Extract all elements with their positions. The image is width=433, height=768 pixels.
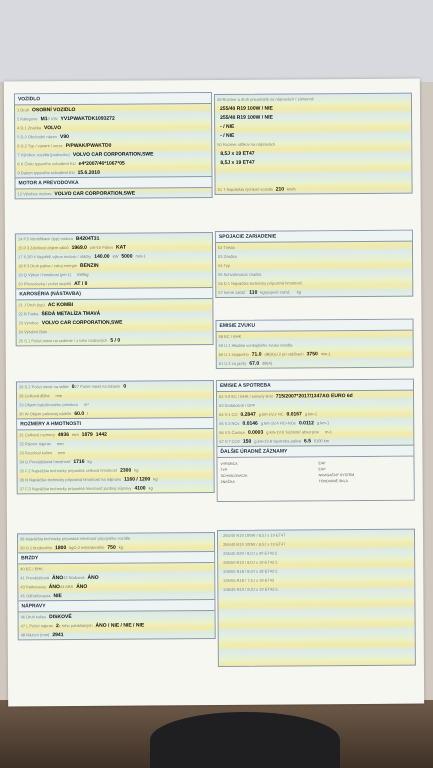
field-value: 0.0146 <box>242 420 258 427</box>
panel-emissions <box>216 379 415 502</box>
field-unit-2: m-1 <box>325 429 332 435</box>
field-label: 30 W Objem palivovej nádrže <box>19 410 72 417</box>
record-line: TÓNOVANÉ SKLÁ <box>318 479 348 484</box>
field-value-2: ÁNO <box>87 574 99 581</box>
field-unit: mm <box>71 431 79 437</box>
field-label: 4 D.1 Značka <box>17 125 41 131</box>
field-label: 50 Rozmer ráfikov na nápravách <box>217 141 276 147</box>
field-label: 24 Výrobní číslo <box>18 329 48 335</box>
field-value: P/PWAK/PWAKTD0 <box>65 142 112 150</box>
field-label: 43 Parkovacia <box>20 584 46 590</box>
section-header: EMISIE A SPOTREBA <box>217 380 413 392</box>
records-left <box>217 460 315 501</box>
field-value: OSOBNÍ VOZIDLO <box>32 106 76 114</box>
record-line: EAP <box>318 467 326 472</box>
field-label: 61 U.3 za jazdy <box>218 360 247 366</box>
section-header: NÁPRAVY <box>18 599 214 612</box>
field-label: 51 T Najväčšia rýchlosť vozidla <box>217 186 273 192</box>
field-value-2: 0 <box>123 383 127 390</box>
field-row <box>16 278 212 288</box>
panel-brakes-axles <box>17 532 216 640</box>
field-unit-2: g.km-1 <box>304 411 318 417</box>
field-value: VOLVO <box>43 125 62 132</box>
field-unit-2: l/100 km <box>313 438 330 444</box>
field-value: 715/2007*2017/1347AG EURO 6d <box>275 393 353 400</box>
field-label: 19 Q Výkon / hmotnost (jen L) <box>18 271 72 278</box>
field-label: 26 S.2 Počet miest na státie <box>18 384 69 390</box>
field-row <box>19 629 215 639</box>
field-value-2: ÁNO <box>76 583 88 590</box>
field-label: 55 Schvaľovacia značka <box>218 271 262 277</box>
field-unit: kg <box>148 485 153 491</box>
section-header: MOTOR A PREVODOVKA <box>15 176 211 189</box>
field-unit: m³ <box>84 401 89 407</box>
field-value: VOLVO CAR CORPORATION,SWE <box>41 319 123 327</box>
field-value: 8,5J x 19 ET47 <box>220 159 255 166</box>
field-value: ŠEDÁ METALÍZA TMAVÁ <box>41 310 101 318</box>
field-label: 7 Výrobce vozidla (podvozku) <box>17 152 70 158</box>
field-value: 0.2847 <box>240 411 256 418</box>
field-label-2: O.2 nebrzdeného <box>73 544 105 550</box>
field-unit: g.km-1 <box>258 411 272 417</box>
field-value: 1160 / 1200 <box>124 476 151 483</box>
field-value: ÁNO <box>51 575 64 582</box>
field-value-2: 5000 <box>121 253 133 260</box>
field-value-2: YV1PWAKTDK1093272 <box>60 115 115 123</box>
field-value-2: 750 <box>107 544 116 551</box>
field-label-2: 3 VIN <box>47 116 58 122</box>
field-value: BENZIN <box>79 262 99 269</box>
field-value: 67.0 <box>249 360 260 367</box>
field-value: e4*2007/46*1067*05 <box>78 160 125 167</box>
field-label: 32 Rázvor náprav <box>19 441 51 447</box>
field-label: 28 Celková dĺžka <box>19 393 50 399</box>
field-label: 57 horné zaťaž. <box>218 289 247 295</box>
field-unit: mm <box>58 450 65 456</box>
section-header: VOZIDLO <box>15 93 211 105</box>
field-note: 255/40 R19 100W / 8,5J x 19 ET47 <box>222 532 286 538</box>
field-label: 60 U.1 stojaceho <box>218 351 249 357</box>
field-value: 5 / 0 <box>110 337 121 344</box>
field-value: M1 <box>40 116 48 123</box>
field-label: 65 V.3 NOx <box>219 420 240 426</box>
panel-tyres <box>214 93 413 195</box>
section-header: ROZMERY A HMOTNOSTI <box>17 417 213 430</box>
field-label: 12 Výrobce motoru <box>17 191 52 197</box>
field-value: 15.6.2018 <box>77 169 100 176</box>
field-unit: mm <box>55 393 63 399</box>
field-unit: km/h <box>287 186 296 192</box>
field-unit: dB(A) <box>262 360 273 366</box>
field-label: 58 EC / EHK <box>218 333 242 339</box>
field-label: 21 J Druh (typ) <box>18 302 45 308</box>
field-row <box>216 184 412 194</box>
field-note: 255/40 R19 100W / 8,5J x 19 ET47 <box>223 541 286 547</box>
field-value-3: 1442 <box>95 431 107 438</box>
field-value: 1716 <box>73 458 85 465</box>
field-label: 39 O.1 brzdeného <box>20 545 53 551</box>
field-value: 140.00 <box>94 253 110 260</box>
field-label: 18 P.3 Druh paliva / zdroj energie <box>18 262 77 269</box>
field-value: 60.0 <box>74 410 85 417</box>
field-value-2: ÁNO / NIE / NIE / NIE <box>95 622 145 629</box>
field-label: 14 P.5 Identifikace (typ) motoru <box>17 235 74 242</box>
field-label: 64 V.1 CO <box>219 411 238 417</box>
field-row <box>16 188 212 198</box>
field-label: 15 P.3 Zdvihový objem válců <box>17 245 69 251</box>
record-line: SCHVAĽOVACIA <box>220 473 248 478</box>
field-unit-2: g.km-1 <box>316 420 330 426</box>
field-note: 235/50 R19 / 8,0J x 19 ET42.5 <box>223 559 278 565</box>
field-unit: kg <box>69 544 74 551</box>
field-label: 62 V.9 EC / EHK / emisný limit <box>219 393 273 399</box>
field-label: 67 V.7 CO2 <box>219 438 240 444</box>
field-row <box>217 358 413 368</box>
field-value: VOLVO CAR CORPORATION,SWE <box>72 151 154 158</box>
records-block <box>217 457 413 501</box>
field-label: 6 D.2 Typ / variant / verze <box>17 143 63 149</box>
field-unit: kg <box>134 467 139 473</box>
field-row <box>219 656 415 666</box>
field-value-2: 1879 <box>81 431 93 438</box>
field-label: 63 Dodatočné / DPF <box>219 402 256 408</box>
background-wall <box>0 0 433 82</box>
field-label: 66 V.5 Častice <box>219 429 245 435</box>
field-label: 49 Rozmer a druh pneumatík na nápravách / zámenné <box>216 96 314 102</box>
field-value: B4204T31 <box>75 235 100 242</box>
field-row <box>18 483 214 493</box>
field-label: 20 Převodovka / počet stupňů <box>18 280 72 287</box>
field-label: 17 P.2/P.4 Největší výkon motoru / otáčky <box>18 253 92 260</box>
field-label-2: 16 Palivo <box>96 244 114 250</box>
field-label: 5 D.3 Obchodní název <box>17 134 58 140</box>
field-label: 59 U.1 Hladina vonkajšieho zvuku vozidla <box>218 342 293 348</box>
panel-vehicle <box>14 92 213 199</box>
field-row <box>18 542 214 552</box>
panel-noise <box>215 319 413 369</box>
field-label: 22 R Farba <box>18 311 39 317</box>
field-unit: mm <box>56 441 64 447</box>
registration-document <box>4 79 424 707</box>
field-value-2: 3750 <box>306 351 318 358</box>
field-unit: g.km-1 <box>266 429 279 435</box>
field-value: AC KOMBI <box>47 301 74 309</box>
field-label: 36 N Najväčšia technicky prípustná hmotnosť na nápravu <box>19 476 122 483</box>
field-label: 8 K Číslo typového schválení EU <box>17 160 76 167</box>
field-row <box>17 335 213 345</box>
field-unit: g.km-1 <box>254 438 267 444</box>
field-value: 255/40 R19 100W / NIE <box>219 105 273 112</box>
field-label: 23 Výrobce <box>18 320 39 326</box>
section-header: ĎALŠIE ÚRADNÉ ZÁZNAMY <box>217 445 413 458</box>
field-note: 245/45 R19 / 8,0J x 19 ET42.5 <box>223 586 278 592</box>
field-label: 9 Datum typového schválení EU <box>17 169 75 176</box>
field-label: 45 Odľahčovacia <box>20 593 51 599</box>
field-value: 1969.0 <box>71 244 87 251</box>
field-value-2: 6.5 <box>303 438 311 445</box>
record-line: ZNAČKA <box>220 479 235 484</box>
section-header: KAROSÉRIA (NÁSTAVBA) <box>16 287 212 300</box>
field-label: 34 G Prevádzková hmotnosť <box>19 459 71 465</box>
field-label-2: z toho poháňaných <box>58 622 93 629</box>
field-row <box>217 436 413 446</box>
field-unit: cm³ <box>89 244 97 250</box>
field-value: 2300 <box>120 467 132 474</box>
field-value: 4100 <box>134 485 146 492</box>
field-value: NIE <box>53 593 62 600</box>
field-label-2: 44 ABS <box>59 583 74 590</box>
field-label-2: V.2 HC <box>270 411 284 417</box>
field-label: 41 Prevádzková <box>20 575 49 581</box>
field-unit: kW <box>112 253 119 259</box>
field-label-2: V.4 HC+NOx <box>273 420 296 426</box>
field-row <box>15 167 211 177</box>
field-unit-2: kg <box>118 544 123 550</box>
field-value: 2 <box>55 623 59 630</box>
field-label: 38 Najväčšia technicky prípustná hmotnosť prípojného vozidla <box>19 535 131 542</box>
record-line: EAP <box>318 461 326 466</box>
field-value: AT / 8 <box>74 280 88 287</box>
field-label-2: U.2 pri otáčkach <box>274 351 304 357</box>
field-unit: dB(A) <box>264 351 275 357</box>
field-unit-2: min-1 <box>135 253 146 259</box>
field-value: V90 <box>60 134 69 141</box>
field-label: 46 Druh kolies <box>20 614 47 620</box>
panel-notes <box>217 529 416 667</box>
field-row <box>17 408 213 418</box>
field-value: 8,5J x 19 ET47 <box>220 150 255 157</box>
field-label-2: 27 Počet miest na ležanie <box>74 383 121 389</box>
field-unit: l <box>87 410 89 416</box>
field-value: VOLVO CAR CORPORATION,SWE <box>54 190 136 198</box>
field-value: - / NIE <box>220 132 235 139</box>
field-label-2: 42 Núdzová <box>63 574 85 581</box>
field-value-2: KAT <box>116 244 126 251</box>
field-unit-2: kg <box>296 289 302 295</box>
field-unit: kg <box>260 289 265 295</box>
field-note: 235/55 R18 / 8,0J x 18 ET42.5 <box>223 568 278 574</box>
field-unit: g.km-1 <box>260 420 274 426</box>
field-note: 235/55 R18 / 7,5J x 18 ET42 <box>223 577 275 583</box>
record-line: TYP <box>220 467 228 472</box>
field-value: 0.0003 <box>247 429 264 436</box>
field-value-2: 0.0167 <box>286 411 302 418</box>
field-label: 52 Trieda <box>217 244 235 250</box>
field-label: 29 Objem batožinového priestoru <box>19 401 79 408</box>
field-value: 2941 <box>52 632 64 639</box>
field-unit: kg <box>87 458 92 464</box>
field-value-2: 0.0112 <box>298 420 314 427</box>
field-value: 150 <box>242 438 252 445</box>
field-label: 53 Značka <box>218 253 237 259</box>
field-label: 2 Kategorie <box>17 116 38 122</box>
records-right <box>315 460 413 501</box>
field-value: 210 <box>275 186 285 193</box>
field-label: 48 Rázvor (mm) <box>20 632 50 638</box>
field-row <box>18 590 214 600</box>
field-label: 33 Rozchod kolies <box>19 450 53 456</box>
section-header: SPOJACIE ZARIADENIE <box>216 231 412 243</box>
field-label: 40 EC / EHK <box>20 566 43 572</box>
field-value: - / NIE <box>220 123 235 130</box>
field-row <box>216 287 412 297</box>
field-label: 37 F.3 Najväčšia technicky prípustná hmotnosť jazdnej súpravy <box>19 485 132 492</box>
record-line: VÝROBCA <box>220 461 238 466</box>
section-header: EMISIE ZVUKU <box>217 320 413 332</box>
panel-dimensions <box>16 380 215 494</box>
field-label: 54 Typ <box>218 262 231 268</box>
field-label-2: V.6 Súčiniteľ absorpcie <box>278 429 320 435</box>
field-unit: kg <box>153 476 158 482</box>
shadow <box>150 712 340 768</box>
field-unit-2: min-1 <box>320 351 331 357</box>
field-unit: kW/kg <box>77 271 89 277</box>
field-label-2: V.8 Spotreba paliva <box>266 438 302 444</box>
field-value: 255/40 R19 100W / NIE <box>220 114 273 121</box>
field-value: 71.0 <box>251 351 262 358</box>
field-label: 35 F.2 Najväčšia technicky prípustná celková hmotnosť <box>19 467 118 474</box>
field-label: 47 L Počet náprav <box>20 623 53 629</box>
section-header: BRZDY <box>18 551 214 564</box>
field-value: 0 <box>71 383 75 390</box>
field-label-2: spojené zaťaž. <box>264 289 291 295</box>
field-label: 1 Druh <box>17 107 30 113</box>
field-label: 56 D.1 Najväčšia technicky prípustná hmotnosť <box>218 280 303 286</box>
panel-coupling <box>215 230 413 298</box>
record-line: NAVIGAČNÝ SYSTÉM <box>318 473 355 478</box>
field-value: 4936 <box>57 432 70 439</box>
field-value: ÁNO <box>48 584 60 591</box>
field-value: DISKOVÉ <box>49 613 72 621</box>
field-value: 110 <box>249 289 258 296</box>
field-label: 31 Celkové rozmery <box>19 432 55 438</box>
panel-engine-body <box>15 232 214 346</box>
field-value: 1800 <box>55 545 67 552</box>
field-label: 25 S.1 Počet miest na sedenie / z toho núdzových <box>18 337 108 344</box>
field-note: 235/45 R20 / 8,0J x 20 ET42.5 <box>223 550 278 556</box>
